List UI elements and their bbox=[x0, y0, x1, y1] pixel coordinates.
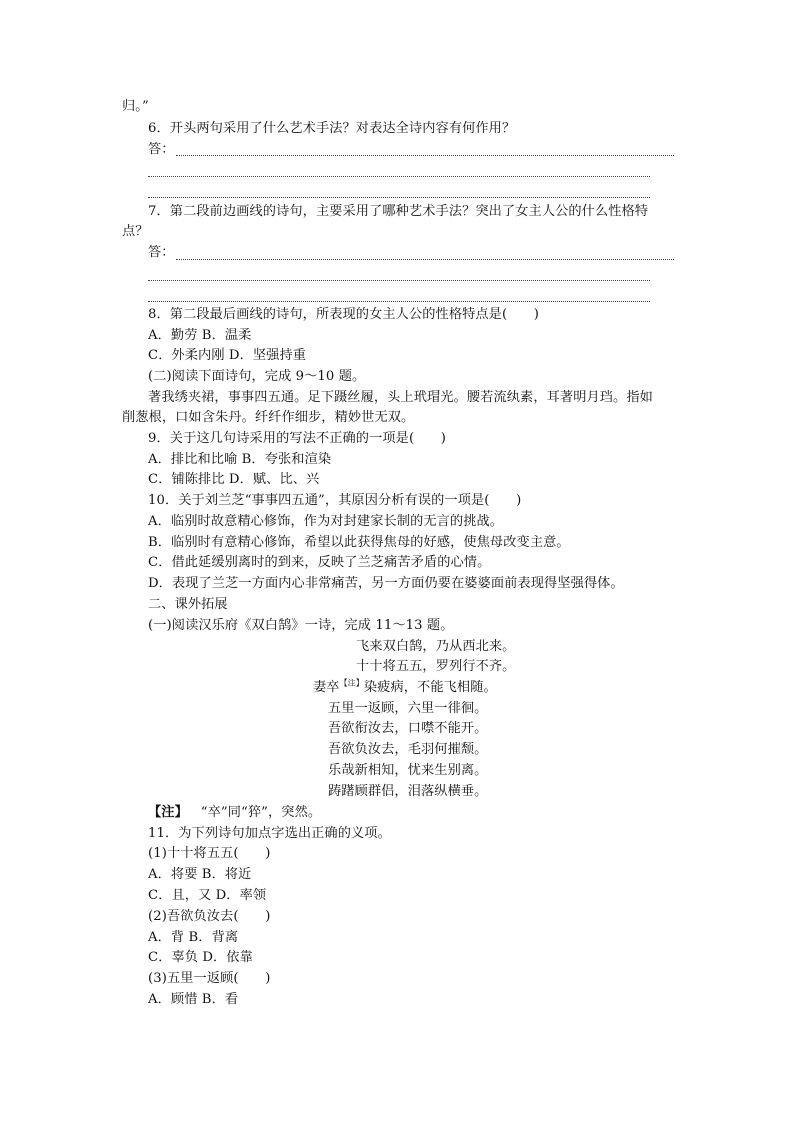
passage-line-2: 削葱根，口如含朱丹。纤纤作细步，精妙世无双。 bbox=[122, 410, 415, 425]
question-9-options-cd: C．铺陈排比 D．赋、比、兴 bbox=[148, 472, 320, 487]
question-8-options-ab: A．勤劳 B．温柔 bbox=[148, 328, 252, 343]
question-11-1-options-ab: A．将要 B．将近 bbox=[148, 867, 252, 882]
answer-label-7: 答： bbox=[148, 245, 175, 260]
question-10-option-d: D．表现了兰芝一方面内心非常痛苦，另一方面仍要在婆婆面前表现得坚强得体。 bbox=[148, 576, 624, 591]
answer-line-6-3[interactable] bbox=[148, 197, 650, 198]
question-11-2-options-ab: A．背 B．背离 bbox=[148, 930, 239, 945]
poem-line-2: 十十将五五，罗列行不齐。 bbox=[356, 659, 516, 674]
poem-line-1: 飞来双白鹄，乃从西北来。 bbox=[356, 639, 516, 654]
answer-line-7-2[interactable] bbox=[148, 280, 650, 281]
footnote-label: 【注】 bbox=[148, 805, 188, 820]
question-11-3-options-ab: A．顾惜 B．看 bbox=[148, 992, 239, 1007]
passage-line-1: 著我绣夹裙，事事四五通。足下蹑丝履，头上玳瑁光。腰若流纨素，耳著明月珰。指如 bbox=[148, 390, 653, 405]
part-heading-2: 二、课外拓展 bbox=[148, 597, 228, 612]
question-7: 7．第二段前边画线的诗句，主要采用了哪种艺术手法？突出了女主人公的什么性格特 bbox=[148, 204, 649, 219]
poem-line-6: 吾欲负汝去，毛羽何摧颓。 bbox=[328, 742, 488, 757]
question-9-options-ab: A．排比和比喻 B．夸张和渲染 bbox=[148, 452, 332, 467]
answer-label-6: 答： bbox=[148, 142, 175, 157]
poem-line-3: 妻卒$^{【注】}$染疲病，不能飞相随。 bbox=[313, 678, 497, 695]
section-heading-3: (一)阅读汉乐府《双白鹄》一诗，完成 11～13 题。 bbox=[148, 618, 454, 633]
poem-line-7: 乐哉新相知，忧来生别离。 bbox=[328, 763, 488, 778]
answer-line-6-1[interactable] bbox=[176, 155, 674, 156]
question-10-option-a: A．临别时故意精心修饰，作为对封建家长制的无言的挑战。 bbox=[148, 514, 504, 529]
footnote bbox=[148, 805, 321, 821]
question-10-option-b: B．临别时有意精心修饰，希望以此获得焦母的好感，使焦母改变主意。 bbox=[148, 535, 570, 550]
question-11-3: (3)五里一返顾( ) bbox=[148, 971, 271, 986]
question-9: 9．关于这几句诗采用的写法不正确的一项是( ) bbox=[148, 431, 447, 446]
poem-line-8: 踌躇顾群侣，泪落纵横垂。 bbox=[328, 784, 488, 799]
answer-line-7-3[interactable] bbox=[148, 301, 650, 302]
note-marker: 【注】 bbox=[339, 678, 364, 688]
poem-ending-line: 归。” bbox=[122, 99, 149, 114]
section-heading-2: (二)阅读下面诗句，完成 9～10 题。 bbox=[148, 369, 366, 384]
answer-line-7-1[interactable] bbox=[176, 259, 674, 260]
question-11: 11．为下列诗句加点字选出正确的义项。 bbox=[148, 826, 391, 841]
question-8-options-cd: C．外柔内刚 D．坚强持重 bbox=[148, 348, 307, 363]
question-11-2-options-cd: C．辜负 D．依靠 bbox=[148, 950, 253, 965]
question-6: 6．开头两句采用了什么艺术手法？对表达全诗内容有何作用？ bbox=[148, 121, 516, 136]
poem-line-4: 五里一返顾，六里一徘徊。 bbox=[328, 701, 488, 716]
question-10-option-c: C．借此延缓别离时的到来，反映了兰芝痛苦矛盾的心情。 bbox=[148, 555, 491, 570]
question-8: 8．第二段最后画线的诗句，所表现的女主人公的性格特点是( ) bbox=[148, 307, 540, 322]
question-11-1: (1)十十将五五( ) bbox=[148, 846, 271, 861]
question-10: 10．关于刘兰芝“事事四五通”，其原因分析有误的一项是( ) bbox=[148, 493, 522, 508]
question-11-1-options-cd: C．且，又 D．率领 bbox=[148, 888, 267, 903]
question-7-continued: 点？ bbox=[122, 224, 149, 239]
poem-line-5: 吾欲衔汝去，口噤不能开。 bbox=[328, 721, 488, 736]
footnote-text: “卒”同“猝”，突然。 bbox=[200, 805, 322, 820]
question-11-2: (2)吾欲负汝去( ) bbox=[148, 909, 271, 924]
answer-line-6-2[interactable] bbox=[148, 176, 650, 177]
